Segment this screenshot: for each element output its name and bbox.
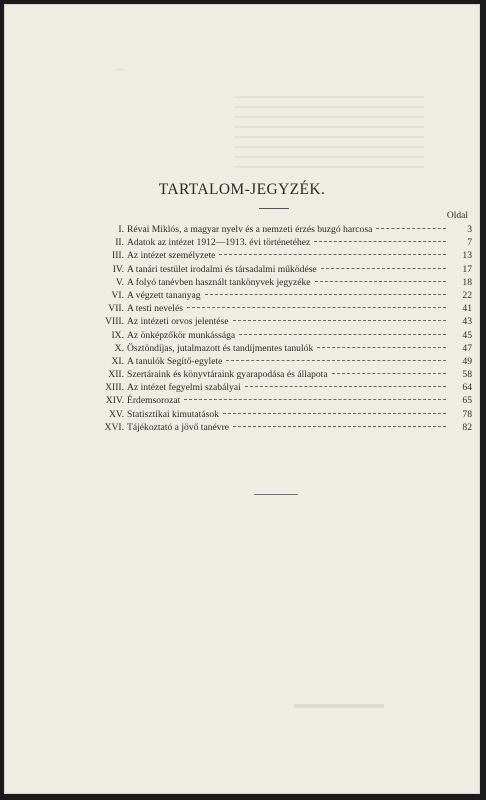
toc-entry	[64, 224, 472, 237]
entry-title: A tanulók Segítő-egylete	[127, 355, 223, 367]
toc-entry	[64, 356, 472, 369]
entry-title: Tájékoztató a jövő tanévre	[127, 421, 230, 433]
entry-title: Adatok az intézet 1912—1913. évi történetéhez	[127, 237, 311, 249]
entry-number: XII.	[108, 369, 124, 381]
bleed-through-texture: ⁓	[116, 65, 124, 74]
dot-leader	[245, 386, 446, 387]
entry-page: 49	[462, 355, 472, 367]
entry-title: Érdemsorozat	[127, 395, 181, 407]
dot-leader	[239, 334, 446, 335]
page-column-header: Oldal	[446, 211, 468, 221]
entry-title: Az intézeti orvos jelentése	[127, 316, 229, 328]
entry-page: 47	[462, 342, 472, 354]
toc-entry	[64, 369, 472, 382]
entry-page: 45	[462, 329, 472, 341]
entry-number: XIII.	[105, 382, 124, 394]
entry-number: XVI.	[104, 421, 124, 433]
toc-entry	[64, 343, 472, 356]
dot-leader	[314, 241, 446, 242]
dot-leader	[205, 294, 446, 295]
bleed-through-texture	[294, 704, 384, 708]
dot-leader	[226, 360, 446, 361]
dot-leader	[233, 426, 446, 427]
entry-title: Révai Miklós, a magyar nyelv és a nemzeti érzés buzgó harcosa	[127, 224, 373, 235]
entry-page: 41	[462, 303, 472, 315]
dot-leader	[332, 373, 446, 374]
entry-page: 58	[462, 369, 472, 381]
entry-title: A végzett tananyag	[127, 289, 201, 301]
toc-entry	[64, 382, 472, 395]
page-title: TARTALOM-JEGYZÉK.	[158, 181, 326, 198]
entry-number: II.	[115, 237, 124, 249]
toc-entry	[64, 422, 472, 435]
entry-page: 3	[467, 224, 472, 235]
entry-number: XI.	[111, 355, 124, 367]
entry-title: A folyó tanévben használt tankönyvek jegyzéke	[127, 276, 311, 288]
entry-number: IV.	[112, 263, 124, 275]
toc-entry	[64, 264, 472, 277]
dot-leader	[187, 307, 446, 308]
toc-entry	[64, 237, 472, 250]
entry-page: 13	[462, 250, 472, 262]
toc-entry	[64, 409, 472, 422]
entry-page: 64	[462, 382, 472, 394]
entry-page: 82	[462, 421, 472, 433]
entry-number: VIII.	[105, 316, 124, 328]
entry-title: Szertáraink és könyvtáraink gyarapodása és állapota	[127, 369, 328, 381]
entry-title: Az intézet fegyelmi szabályai	[127, 382, 241, 394]
dot-leader	[315, 281, 446, 282]
dot-leader	[376, 228, 446, 229]
entry-title: Az intézet személyzete	[127, 250, 216, 262]
dot-leader	[184, 399, 446, 400]
entry-number: I.	[118, 224, 124, 235]
dot-leader	[321, 268, 446, 269]
entry-page: 65	[462, 395, 472, 407]
entry-page: 18	[462, 276, 472, 288]
entry-page: 43	[462, 316, 472, 328]
entry-number: XV.	[108, 408, 124, 420]
entry-number: III.	[112, 250, 124, 262]
toc-entry	[64, 303, 472, 316]
closing-divider	[254, 494, 298, 495]
entry-title: A testi nevelés	[127, 303, 183, 315]
title-divider	[259, 208, 289, 209]
table-of-contents	[64, 224, 472, 435]
entry-title: Statisztikai kimutatások	[127, 408, 219, 420]
dot-leader	[233, 320, 447, 321]
dot-leader	[219, 254, 446, 255]
entry-page: 7	[467, 237, 472, 249]
document-page	[4, 4, 480, 794]
toc-entry	[64, 290, 472, 303]
dot-leader	[317, 347, 446, 348]
entry-page: 17	[462, 263, 472, 275]
entry-page: 78	[462, 408, 472, 420]
toc-entry	[64, 277, 472, 290]
entry-number: VII.	[108, 303, 124, 315]
entry-title: A tanári testület irodalmi és társadalmi működése	[127, 263, 317, 275]
entry-page: 22	[462, 289, 472, 301]
entry-number: V.	[115, 276, 124, 288]
toc-entry	[64, 330, 472, 343]
toc-entry	[64, 250, 472, 263]
entry-number: X.	[114, 342, 124, 354]
toc-entry	[64, 316, 472, 329]
toc-entry	[64, 395, 472, 408]
entry-title: Ösztöndíjas, jutalmazott és tandíjmentes tanulók	[127, 342, 314, 354]
entry-title: Az önképzőkör munkássága	[127, 329, 236, 341]
bleed-through-texture	[234, 96, 424, 176]
entry-number: IX.	[111, 329, 124, 341]
dot-leader	[223, 413, 446, 414]
entry-number: VI.	[111, 289, 124, 301]
entry-number: XIV.	[105, 395, 124, 407]
